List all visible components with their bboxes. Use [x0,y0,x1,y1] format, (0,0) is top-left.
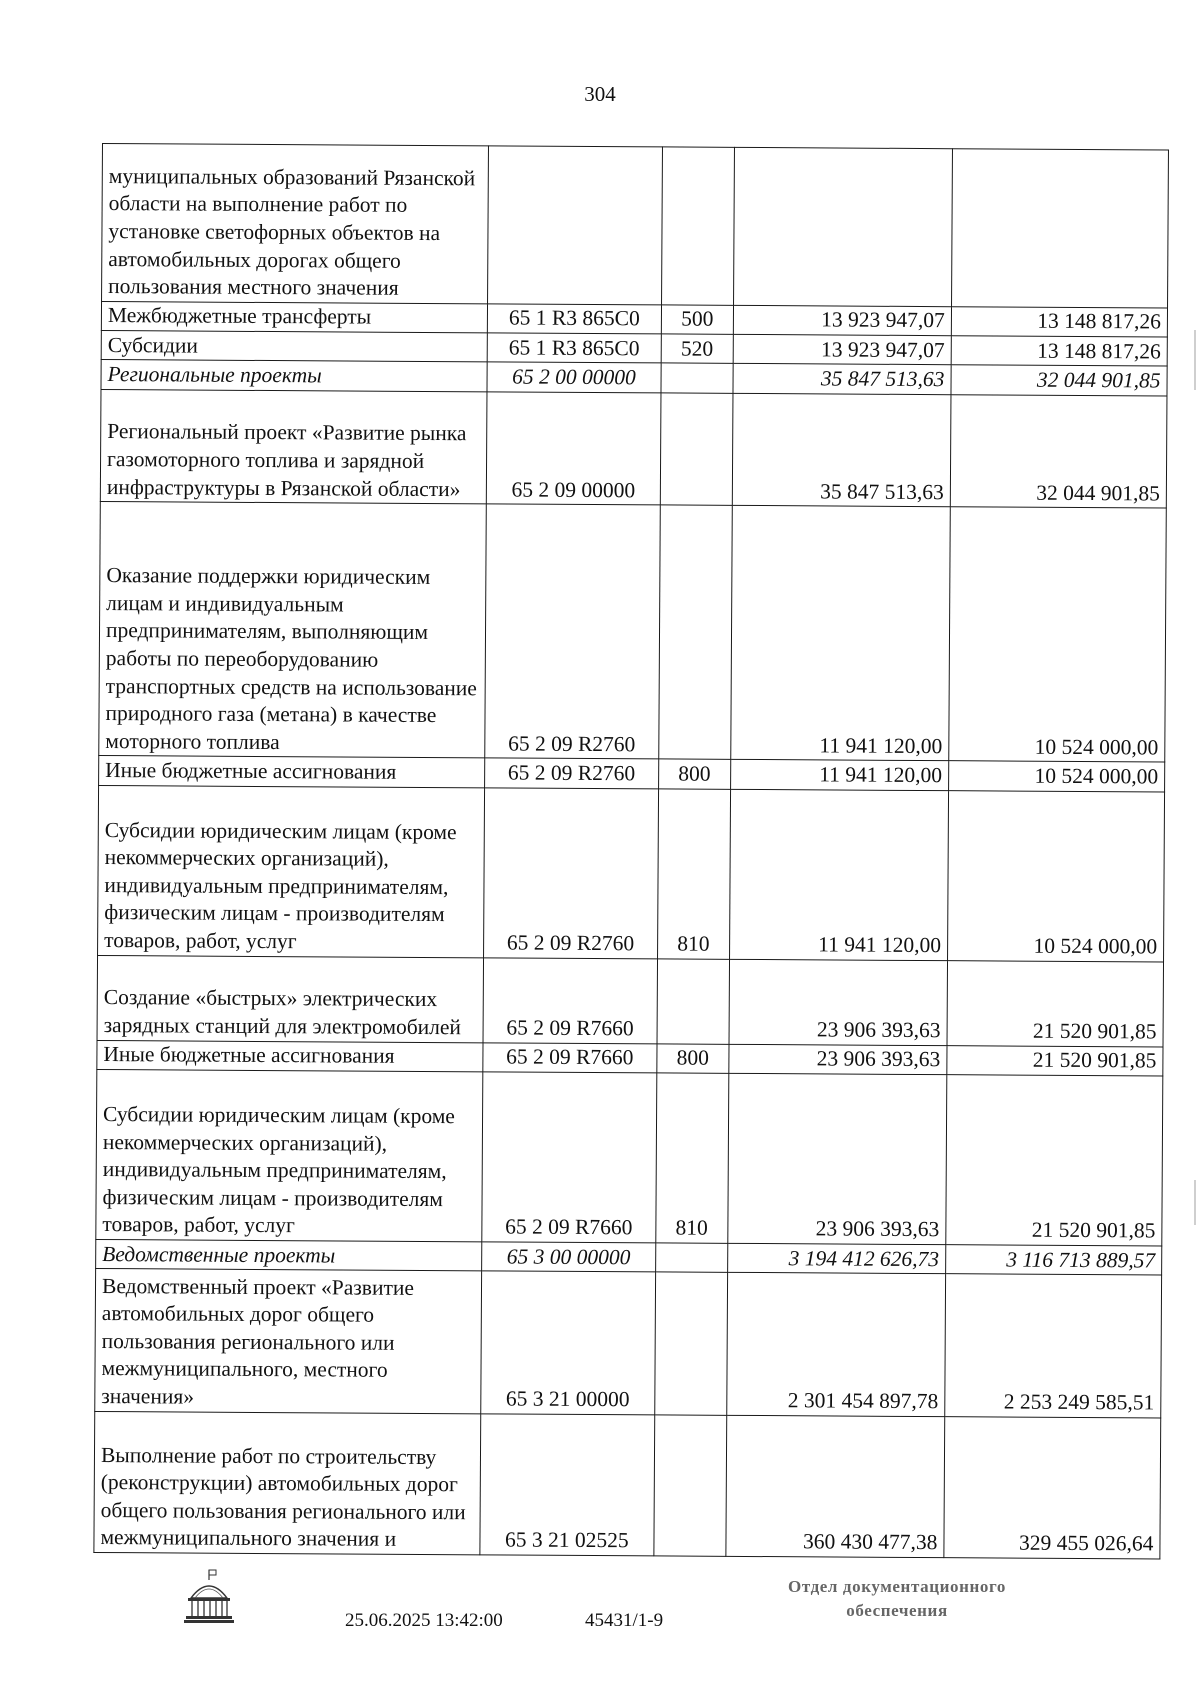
row-name-cell: Субсидии юридическим лицам (кроме некоммерческих организаций), индивидуальным предпринимателям, физическим лицам - производителям товаров, работ, услуг [98,785,485,957]
row-value-2025-cell: 3 194 412 626,73 [727,1243,945,1274]
row-vr-cell [661,363,733,393]
row-csr-cell: 65 1 R3 865C0 [487,333,661,363]
row-csr-cell: 65 3 21 02525 [480,1413,655,1556]
department-stamp [752,1575,1042,1623]
row-value-2026-cell: 13 148 817,26 [951,336,1167,367]
table-row [96,1069,1163,1246]
row-vr-cell [655,1272,728,1415]
row-value-2026-cell: 329 455 026,64 [944,1416,1161,1559]
row-csr-cell: 65 2 09 00000 [486,391,661,505]
row-name-cell: Ведомственные проекты [96,1239,482,1271]
footer-datetime: 25.06.2025 13:42:00 [345,1610,503,1631]
row-csr-cell: 65 3 21 00000 [481,1271,656,1414]
row-vr-cell [654,1414,727,1556]
row-vr-cell [659,505,732,759]
row-value-2025-cell: 23 906 393,63 [728,1044,946,1075]
row-value-2025-cell: 11 941 120,00 [730,506,950,761]
row-name-cell: Иные бюджетные ассигнования [99,756,485,788]
row-value-2026-cell: 13 148 817,26 [951,306,1167,337]
row-vr-cell [656,1243,728,1273]
row-value-2026-cell: 32 044 901,85 [950,394,1167,508]
duma-building-emblem-icon [183,1568,235,1626]
row-name-cell: Ведомственный проект «Развитие автомобильных дорог общего пользования регионального или межмуниципального, местного значения» [95,1269,482,1414]
table-row [98,785,1165,962]
row-csr-cell [487,146,662,305]
row-value-2025-cell: 360 430 477,38 [726,1415,945,1558]
row-name-cell: Субсидии [101,331,487,363]
row-value-2026-cell: 2 253 249 585,51 [945,1274,1162,1418]
row-value-2025-cell [733,147,952,306]
row-vr-cell: 800 [657,1044,729,1074]
row-name-cell: Оказание поддержки юридическим лицам и индивидуальным предпринимателям, выполняющим работы по переоборудованию транспортных средств на использование природного газа (метана) в качестве моторного топлива [99,502,486,758]
budget-table-container [93,143,1169,1559]
row-value-2025-cell: 11 941 120,00 [729,789,948,960]
row-csr-cell: 65 2 09 R2760 [483,787,658,958]
table-row [95,1269,1162,1418]
row-value-2025-cell: 2 301 454 897,78 [726,1273,945,1417]
row-value-2025-cell: 11 941 120,00 [730,760,948,791]
row-name-cell: Выполнение работ по строительству (реконструкции) автомобильных дорог общего пользования регионального или межмуниципального значения и [94,1411,481,1555]
row-csr-cell: 65 3 00 00000 [481,1242,655,1272]
row-vr-cell: 500 [661,305,733,335]
table-row [99,502,1167,763]
row-vr-cell [662,147,735,305]
row-name-cell: Межбюджетные трансферты [101,301,487,333]
row-value-2025-cell: 13 923 947,07 [733,305,951,336]
row-vr-cell: 810 [656,1073,729,1243]
row-value-2026-cell: 10 524 000,00 [949,507,1167,762]
budget-table [93,143,1169,1559]
row-vr-cell: 520 [661,334,733,364]
row-csr-cell: 65 2 09 R2760 [485,504,661,759]
row-name-cell: Региональный проект «Развитие рынка газомоторного топлива и зарядной инфраструктуры в Рязанской области» [100,389,487,504]
row-vr-cell [657,959,729,1044]
row-csr-cell: 65 2 09 R7660 [483,1042,657,1072]
stamp-line-1: Отдел документационного [788,1577,1006,1596]
table-row [94,1411,1161,1559]
row-value-2026-cell: 21 520 901,85 [946,1075,1163,1246]
row-value-2026-cell [951,149,1168,308]
row-value-2026-cell: 10 524 000,00 [948,761,1164,792]
table-row [102,144,1169,308]
row-vr-cell [660,392,732,505]
row-value-2026-cell: 10 524 000,00 [947,790,1164,961]
scan-edge-mark [1194,330,1196,390]
row-value-2025-cell: 13 923 947,07 [733,334,951,365]
stamp-line-2: обеспечения [846,1601,948,1620]
row-name-cell: Иные бюджетные ассигнования [97,1040,483,1072]
scan-edge-mark [1194,1180,1196,1225]
row-value-2025-cell: 23 906 393,63 [729,959,948,1045]
row-csr-cell: 65 2 09 R2760 [484,758,658,788]
row-csr-cell: 65 1 R3 865C0 [487,304,661,334]
row-csr-cell: 65 2 00 00000 [487,362,661,392]
row-value-2025-cell: 35 847 513,63 [732,393,951,507]
row-name-cell: муниципальных образований Рязанской области на выполнение работ по установке светофорных объектов на автомобильных дорогах общего пользования местного значения [102,144,489,304]
footer-document-number: 45431/1-9 [585,1610,664,1631]
row-name-cell: Субсидии юридическим лицам (кроме некоммерческих организаций), индивидуальным предпринимателям, физическим лицам - производителям товаров, работ, услуг [96,1069,483,1241]
row-value-2026-cell: 3 116 713 889,57 [946,1245,1162,1276]
row-name-cell: Создание «быстрых» электрических зарядных станций для электромобилей [97,955,483,1042]
row-value-2026-cell: 32 044 901,85 [951,365,1167,396]
page-number: 304 [584,82,616,106]
row-csr-cell: 65 2 09 R7660 [482,1072,657,1243]
table-row [97,955,1163,1047]
row-value-2025-cell: 35 847 513,63 [733,364,951,395]
row-name-cell: Региональные проекты [101,360,487,392]
row-vr-cell: 810 [658,788,731,958]
row-vr-cell: 800 [659,759,731,789]
row-value-2026-cell: 21 520 901,85 [947,1045,1163,1076]
table-row [100,389,1167,508]
row-value-2025-cell: 23 906 393,63 [727,1073,946,1244]
row-value-2026-cell: 21 520 901,85 [947,960,1164,1046]
row-csr-cell: 65 2 09 R7660 [483,957,658,1043]
